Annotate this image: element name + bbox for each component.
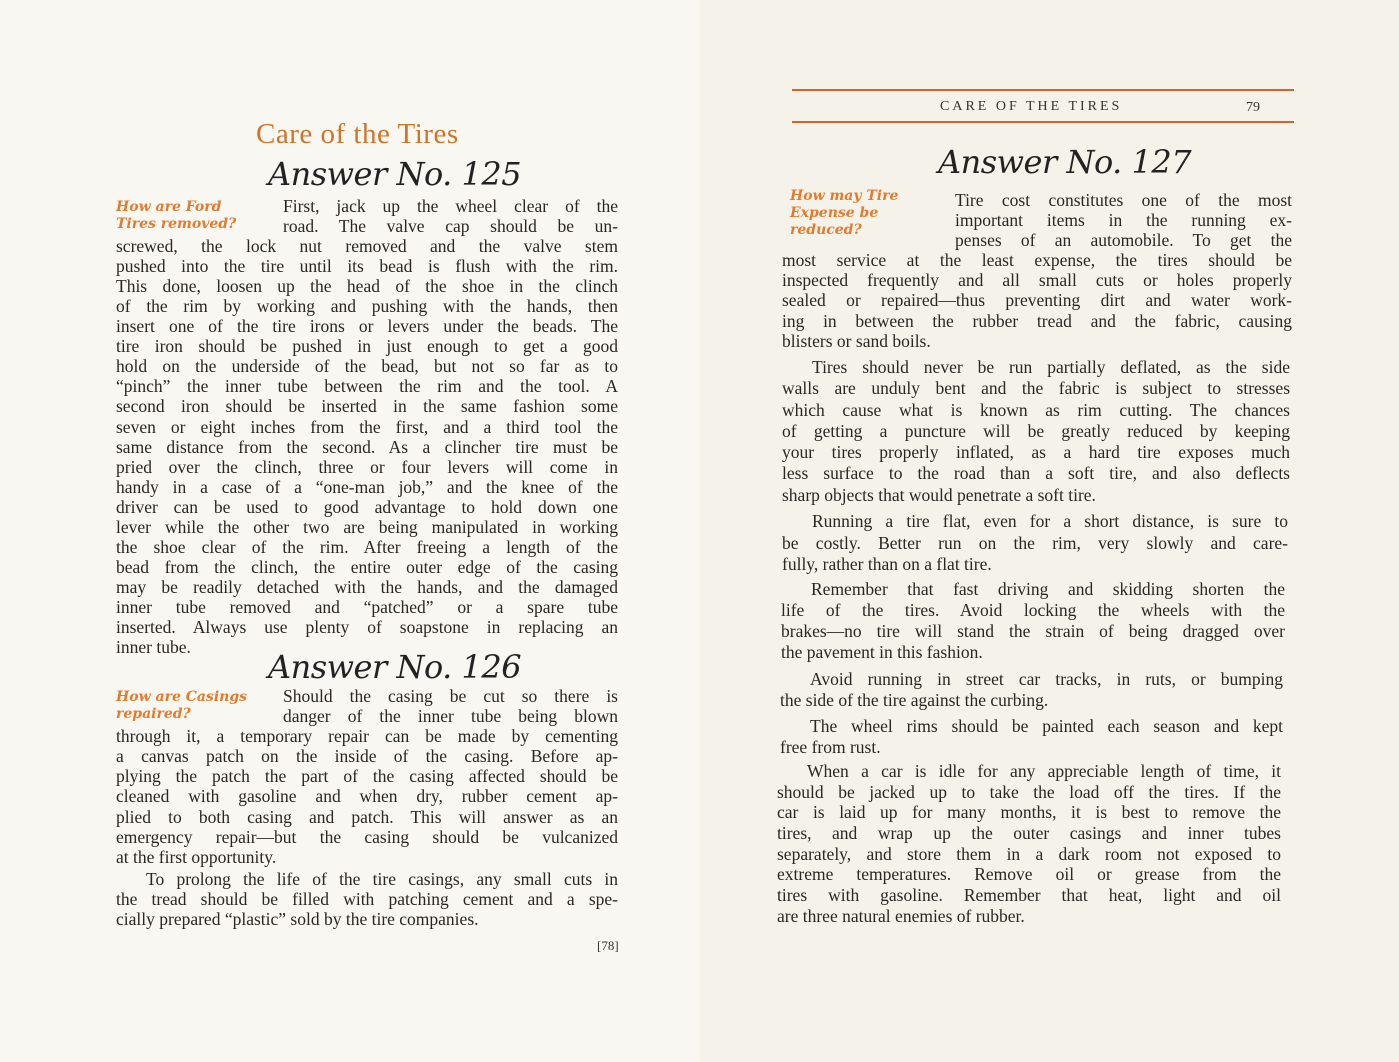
text-line: extreme temperatures. Remove oil or grease from the — [777, 864, 1281, 885]
text-line: hold on the underside of the bead, but not so far as to — [116, 356, 618, 377]
text-line: the pavement in this fashion. — [781, 642, 983, 662]
margin-note-125: How are Ford Tires removed? — [116, 199, 237, 232]
paragraph — [116, 869, 618, 929]
text-line: tires, and wrap up the outer casings and inner tubes — [777, 823, 1281, 844]
text-line: The wheel rims should be painted each season and kept — [810, 716, 1283, 736]
text-line: Running a tire flat, even for a short distance, is sure to — [812, 511, 1288, 531]
answer-126-heading: Answer No. 126 — [268, 648, 522, 686]
text-line: the tread should be filled with patching cement and a spe- — [116, 889, 618, 909]
margin-note-127: How may Tire Expense be reduced? — [790, 188, 899, 238]
paragraph — [780, 669, 1283, 711]
margin-note-126: How are Casings repaired? — [116, 689, 247, 722]
text-line: penses of an automobile. To get the — [955, 230, 1292, 251]
text-line: insert one of the tire irons or levers under the beads. The — [116, 316, 618, 337]
text-line: tire iron should be pushed in just enough to get a good — [116, 336, 618, 357]
text-line: To prolong the life of the tire casings, any small cuts in — [146, 869, 618, 889]
text-line: sealed or repaired—thus preventing dirt and water work- — [782, 290, 1292, 311]
text-line: at the first opportunity. — [116, 846, 277, 867]
text-line: same distance from the second. As a clincher tire must be — [116, 436, 618, 457]
text-line: most service at the least expense, the tires should be — [782, 250, 1292, 271]
paragraph — [777, 761, 1281, 927]
text-line: car is laid up for many months, it is best to remove the — [777, 802, 1281, 823]
text-line: bead from the clinch, the entire outer edge of the casing — [116, 556, 618, 577]
header-rule-top — [792, 89, 1294, 91]
text-line: plied to both casing and patch. This will answer as an — [116, 806, 618, 827]
answer-125-heading: Answer No. 125 — [268, 155, 522, 193]
text-line: Tire cost constitutes one of the most — [955, 190, 1292, 210]
running-head: CARE OF THE TIRES — [940, 99, 1123, 114]
text-line: walls are unduly bent and the fabric is subject to stresses — [782, 378, 1290, 399]
text-line: tires with gasoline. Remember that heat, light and oil — [777, 885, 1281, 906]
text-line: “pinch” the inner tube between the rim and the tool. A — [116, 376, 618, 397]
text-line: sharp objects that would penetrate a soft tire. — [782, 484, 1096, 505]
text-line: less surface to the road than a soft tire, and also deflects — [782, 463, 1290, 484]
text-line: handy in a case of a “one-man job,” and the knee of the — [116, 476, 618, 497]
text-line: When a car is idle for any appreciable length of time, it — [807, 761, 1281, 781]
chapter-title: Care of the Tires — [256, 118, 459, 150]
text-line: First, jack up the wheel clear of the — [283, 196, 618, 216]
text-line: a canvas patch on the inside of the casing. Before ap- — [116, 746, 618, 767]
text-line: cially prepared “plastic” sold by the tire companies. — [116, 909, 479, 929]
text-line: inner tube removed and “patched” or a spare tube — [116, 596, 618, 617]
text-line: through it, a temporary repair can be made by cementing — [116, 726, 618, 747]
text-line: separately, and store them in a dark room not exposed to — [777, 843, 1281, 864]
text-line: pushed into the tire until its bead is flush with the rim. — [116, 256, 618, 277]
paragraph — [782, 190, 1292, 351]
paragraph — [782, 357, 1290, 506]
text-line: inner tube. — [116, 637, 191, 658]
text-line: of the rim by working and pushing with the hands, then — [116, 296, 618, 317]
text-line: lever while the other two are being manipulated in working — [116, 516, 618, 537]
header-rule-bottom — [792, 121, 1294, 123]
text-line: plying the patch the part of the casing affected should be — [116, 766, 618, 787]
text-line: which cause what is known as rim cutting. The chances — [782, 399, 1290, 420]
text-line: important items in the running ex- — [955, 210, 1292, 231]
text-line: danger of the inner tube being blown — [283, 706, 618, 727]
text-line: pried over the clinch, three or four levers will come in — [116, 456, 618, 477]
page-number-78: [78] — [597, 938, 619, 953]
answer-127-heading: Answer No. 127 — [938, 143, 1192, 181]
text-line: inserted. Always use plenty of soapstone in replacing an — [116, 616, 618, 637]
paragraph — [781, 579, 1285, 663]
text-line: the shoe clear of the rim. After freeing a length of the — [116, 536, 618, 557]
text-line: the side of the tire against the curbing. — [780, 690, 1049, 710]
text-line: This done, loosen up the head of the shoe in the clinch — [116, 276, 618, 297]
text-line: cleaned with gasoline and when dry, rubber cement ap- — [116, 786, 618, 807]
right-page — [700, 0, 1399, 1062]
text-line: life of the tires. Avoid locking the wheels with the — [781, 600, 1285, 620]
paragraph — [116, 196, 618, 657]
text-line: may be readily detached with the hands, and the damaged — [116, 576, 618, 597]
text-line: fully, rather than on a flat tire. — [782, 554, 992, 574]
text-line: seven or eight inches from the first, and a third tool the — [116, 416, 618, 437]
paragraph — [116, 686, 618, 867]
text-line: Avoid running in street car tracks, in ruts, or bumping — [810, 669, 1283, 689]
text-line: road. The valve cap should be un- — [283, 216, 618, 237]
text-line: are three natural enemies of rubber. — [777, 905, 1025, 926]
text-line: Tires should never be run partially deflated, as the side — [812, 357, 1290, 377]
text-line: emergency repair—but the casing should be vulcanized — [116, 826, 618, 847]
text-line: inspected frequently and all small cuts or holes properly — [782, 270, 1292, 291]
text-line: be costly. Better run on the rim, very slowly and care- — [782, 532, 1288, 553]
text-line: blisters or sand boils. — [782, 330, 931, 351]
text-line: should be jacked up to take the load off the tires. If the — [777, 781, 1281, 802]
text-line: free from rust. — [780, 737, 881, 757]
text-line: of getting a puncture will be greatly reduced by keeping — [782, 420, 1290, 441]
text-line: driver can be used to good advantage to hold down one — [116, 496, 618, 517]
text-line: screwed, the lock nut removed and the valve stem — [116, 236, 618, 257]
text-line: brakes—no tire will stand the strain of being dragged over — [781, 621, 1285, 641]
text-line: Remember that fast driving and skidding shorten the — [811, 579, 1285, 599]
text-line: second iron should be inserted in the same fashion some — [116, 396, 618, 417]
page-number-79: 79 — [1246, 100, 1260, 115]
text-line: your tires properly inflated, as a hard tire exposes much — [782, 442, 1290, 463]
text-line: ing in between the rubber tread and the fabric, causing — [782, 310, 1292, 331]
paragraph — [782, 511, 1288, 576]
paragraph — [780, 716, 1283, 758]
text-line: Should the casing be cut so there is — [283, 686, 618, 706]
